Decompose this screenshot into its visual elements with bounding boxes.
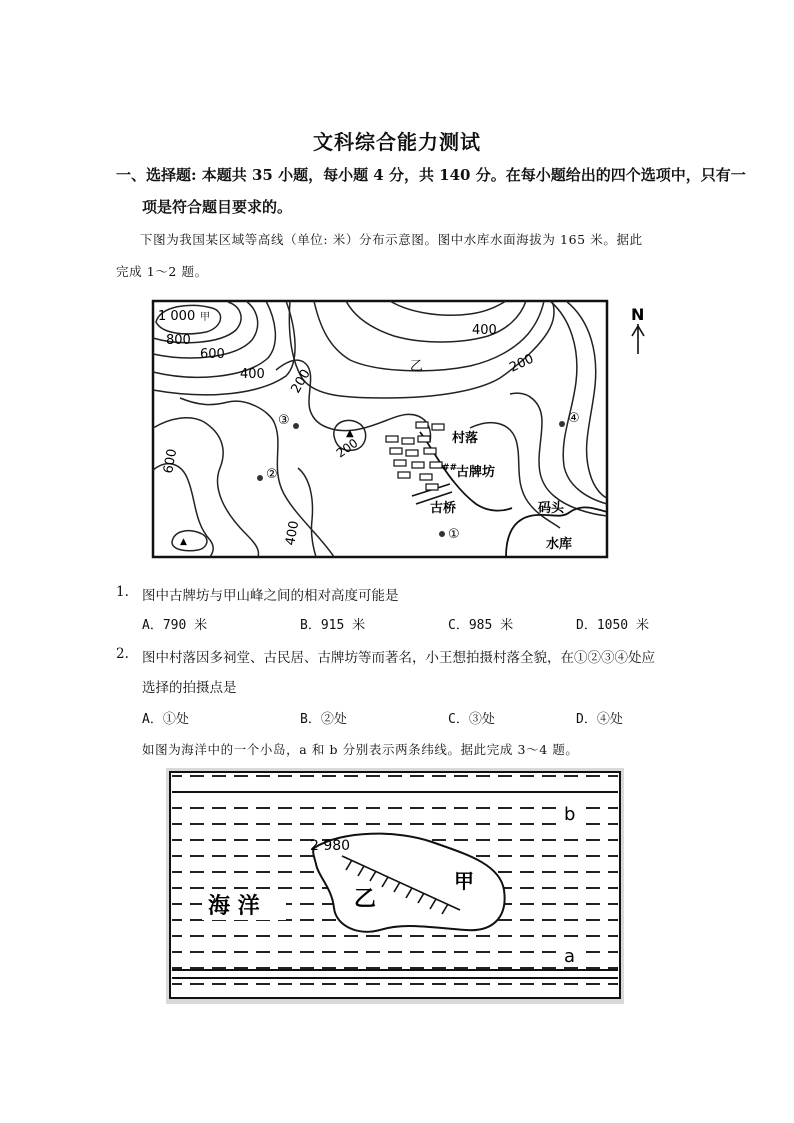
intro-text-2: 如图为海洋中的一个小岛，a 和 b 分别表示两条纬线。据此完成 3～4 题。 bbox=[142, 742, 579, 757]
contour-label-200: 200 bbox=[288, 366, 314, 396]
north-label: N bbox=[631, 305, 645, 324]
q2-option-b[interactable]: B．②处 bbox=[300, 712, 347, 727]
q2-option-d[interactable]: D．④处 bbox=[576, 712, 623, 727]
lake-peak-icon: ▲ bbox=[180, 537, 187, 547]
contour-label-600-west: 600 bbox=[161, 447, 181, 475]
ocean-label: 海 洋 bbox=[208, 894, 260, 919]
contour-label-400-north: 400 bbox=[472, 323, 497, 338]
peak-name-label: 甲 bbox=[200, 312, 210, 323]
viewpoint-3: ③ bbox=[278, 413, 290, 428]
intro-text-line2: 完成 1～2 题。 bbox=[116, 264, 208, 279]
q2-option-a[interactable]: A．①处 bbox=[142, 712, 189, 727]
q2-text-line2: 选择的拍摄点是 bbox=[142, 680, 237, 696]
latitude-b-label: b bbox=[564, 804, 576, 825]
contour-label-200-north: 200 bbox=[507, 351, 537, 376]
jia-label: 甲 bbox=[454, 869, 474, 893]
dock-label: 码头 bbox=[538, 501, 565, 516]
latitude-a-label: a bbox=[564, 946, 576, 967]
contour-label-200-hill: 200 bbox=[333, 435, 361, 461]
q1-text: 图中古牌坊与甲山峰之间的相对高度可能是 bbox=[142, 588, 399, 604]
q2-option-c[interactable]: C．③处 bbox=[448, 712, 495, 727]
archway-icon: ## bbox=[442, 463, 458, 473]
intro-text-line1: 下图为我国某区域等高线（单位: 米）分布示意图。图中水库水面海拔为 165 米。据此 bbox=[140, 232, 643, 247]
island-map bbox=[166, 768, 624, 1004]
contour-label-400-south: 400 bbox=[283, 519, 303, 547]
hill-peak-icon: ▲ bbox=[346, 428, 354, 439]
q1-option-d[interactable]: D．1050 米 bbox=[576, 618, 649, 633]
section-heading-line1: 一、选择题: 本题共 35 小题，每小题 4 分，共 140 分。在每小题给出的四个选项中，只有一 bbox=[116, 166, 746, 184]
contour-label-800: 800 bbox=[166, 333, 191, 348]
viewpoint-1: ① bbox=[448, 527, 460, 542]
yi-label: 乙 bbox=[410, 359, 424, 374]
viewpoint-4: ④ bbox=[568, 411, 580, 426]
elevation-label: 2 980 bbox=[310, 838, 351, 854]
q2-text-line1: 图中村落因多祠堂、古民居、古牌坊等而著名，小王想拍摄村落全貌，在①②③④处应 bbox=[142, 650, 655, 666]
map-frame bbox=[153, 301, 607, 557]
yi-label-island: 乙 bbox=[354, 887, 377, 912]
archway-label: 古牌坊 bbox=[456, 465, 496, 480]
peak-label: 1 000 bbox=[158, 309, 196, 324]
bridge-label: 古桥 bbox=[430, 501, 457, 516]
q1-option-b[interactable]: B．915 米 bbox=[300, 618, 366, 633]
q2-number: 2. bbox=[116, 646, 129, 662]
page-title: 文科综合能力测试 bbox=[313, 130, 481, 154]
section-heading-line2: 项是符合题目要求的。 bbox=[142, 198, 293, 216]
contour-map bbox=[150, 298, 610, 560]
contour-label-600: 600 bbox=[200, 347, 225, 362]
q1-option-a[interactable]: A．790 米 bbox=[142, 618, 208, 633]
reservoir-label: 水库 bbox=[546, 537, 573, 552]
q1-option-c[interactable]: C．985 米 bbox=[448, 618, 514, 633]
viewpoint-2: ② bbox=[266, 467, 278, 482]
q1-number: 1. bbox=[116, 584, 129, 600]
contour-label-400: 400 bbox=[240, 367, 265, 382]
north-arrow-icon bbox=[626, 304, 650, 356]
village-label: 村落 bbox=[452, 431, 479, 446]
